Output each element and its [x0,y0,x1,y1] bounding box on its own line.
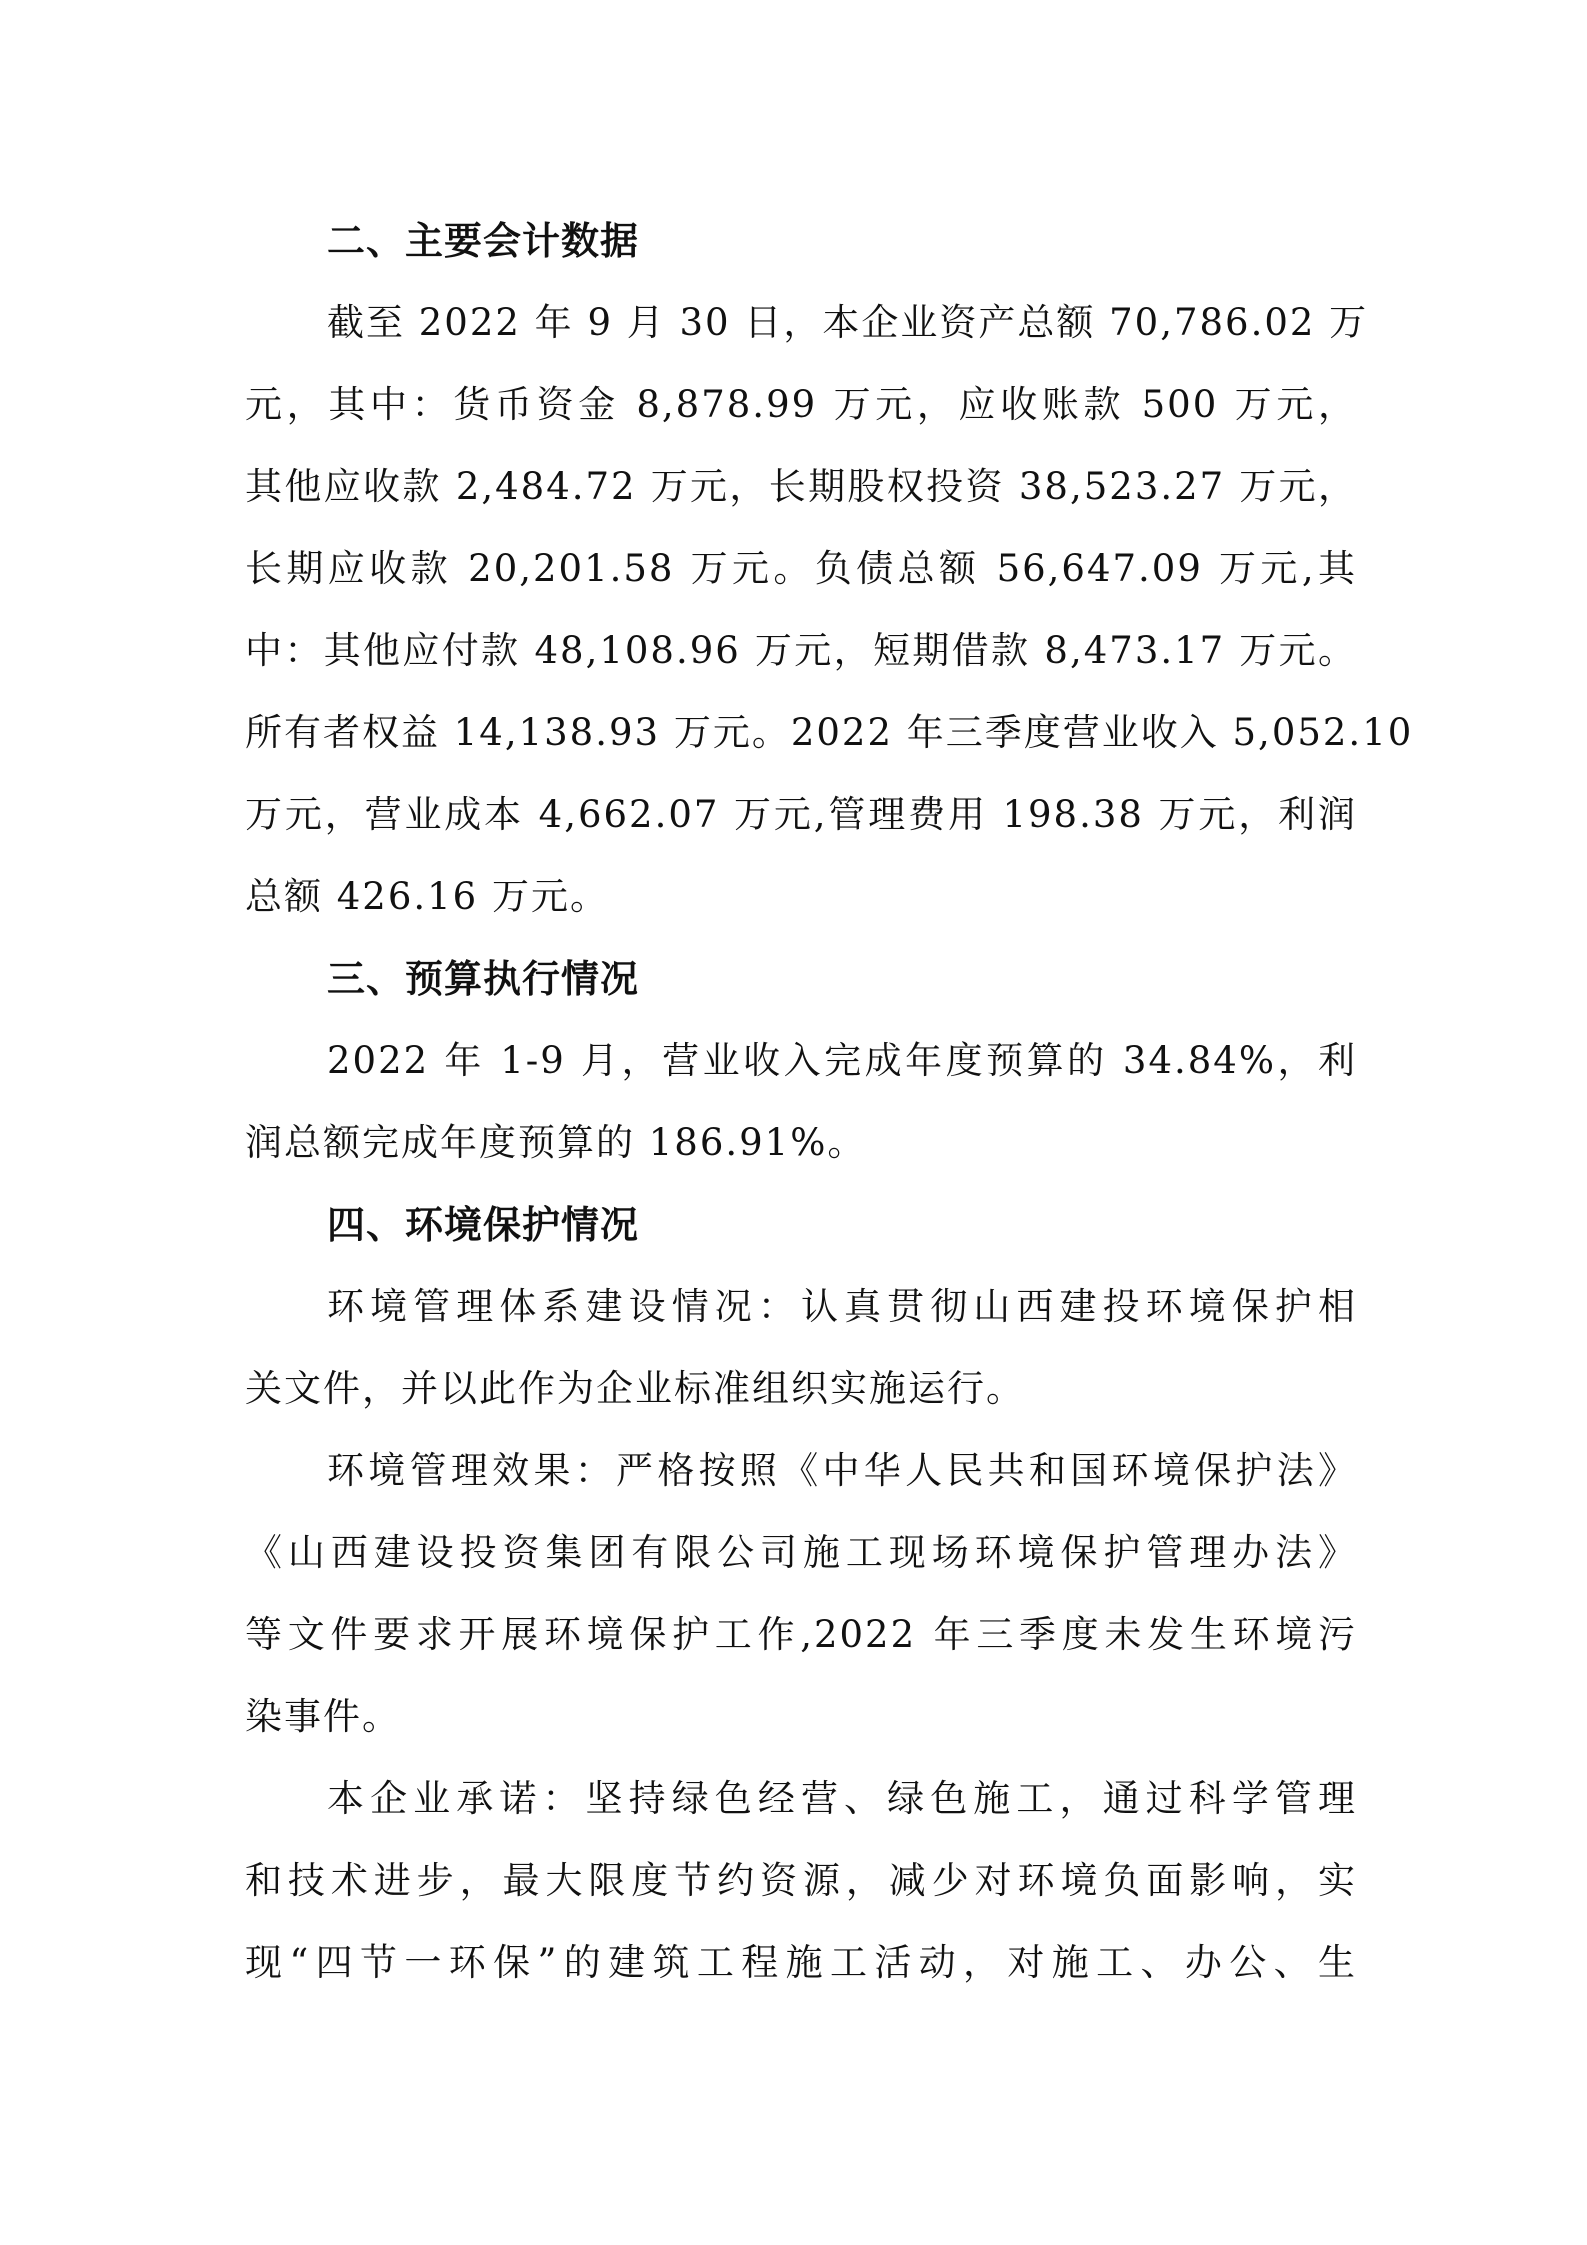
paragraph-commitment [245,1758,1357,2004]
section-heading-accounting-data: 二、主要会计数据 [327,219,640,263]
text-line: 润总额完成年度预算的 186.91%。 [245,1121,867,1164]
text-line: 等文件要求开展环境保护工作,2022 年三季度未发生环境污 [245,1613,1357,1656]
paragraph-env-effect [245,1430,1357,1758]
text-line: 环境管理效果：严格按照《中华人民共和国环境保护法》 [327,1449,1357,1492]
text-line: 元，其中：货币资金 8,878.99 万元，应收账款 500 万元， [245,383,1357,426]
text-line: 其他应收款 2,484.72 万元，长期股权投资 38,523.27 万元， [245,465,1357,508]
text-line: 环境管理体系建设情况：认真贯彻山西建投环境保护相 [327,1285,1357,1328]
text-line: 现“四节一环保”的建筑工程施工活动，对施工、办公、生 [245,1941,1357,1984]
text-line: 中：其他应付款 48,108.96 万元，短期借款 8,473.17 万元。 [245,629,1357,672]
text-line: 关文件，并以此作为企业标准组织实施运行。 [245,1367,1025,1410]
text-line: 截至 2022 年 9 月 30 日，本企业资产总额 70,786.02 万 [327,301,1369,344]
section-heading-budget-execution: 三、预算执行情况 [327,957,640,1001]
text-line: 和技术进步，最大限度节约资源，减少对环境负面影响，实 [245,1859,1357,1902]
section-heading-environmental-protection: 四、环境保护情况 [327,1203,640,1247]
text-line: 本企业承诺：坚持绿色经营、绿色施工，通过科学管理 [327,1777,1357,1820]
paragraph-env-system [245,1266,1357,1430]
text-line: 总额 426.16 万元。 [245,875,609,918]
paragraph-accounting-data [245,282,1414,938]
text-line: 长期应收款 20,201.58 万元。负债总额 56,647.09 万元,其 [245,547,1357,590]
text-line: 染事件。 [245,1695,401,1738]
text-line: 《山西建设投资集团有限公司施工现场环境保护管理办法》 [245,1531,1357,1574]
document-page [245,200,1414,2004]
text-line: 万元，营业成本 4,662.07 万元,管理费用 198.38 万元，利润 [245,793,1357,836]
paragraph-budget-execution [245,1020,1357,1184]
text-line: 所有者权益 14,138.93 万元。2022 年三季度营业收入 5,052.10 [245,711,1414,754]
text-line: 2022 年 1-9 月，营业收入完成年度预算的 34.84%，利 [327,1039,1357,1082]
